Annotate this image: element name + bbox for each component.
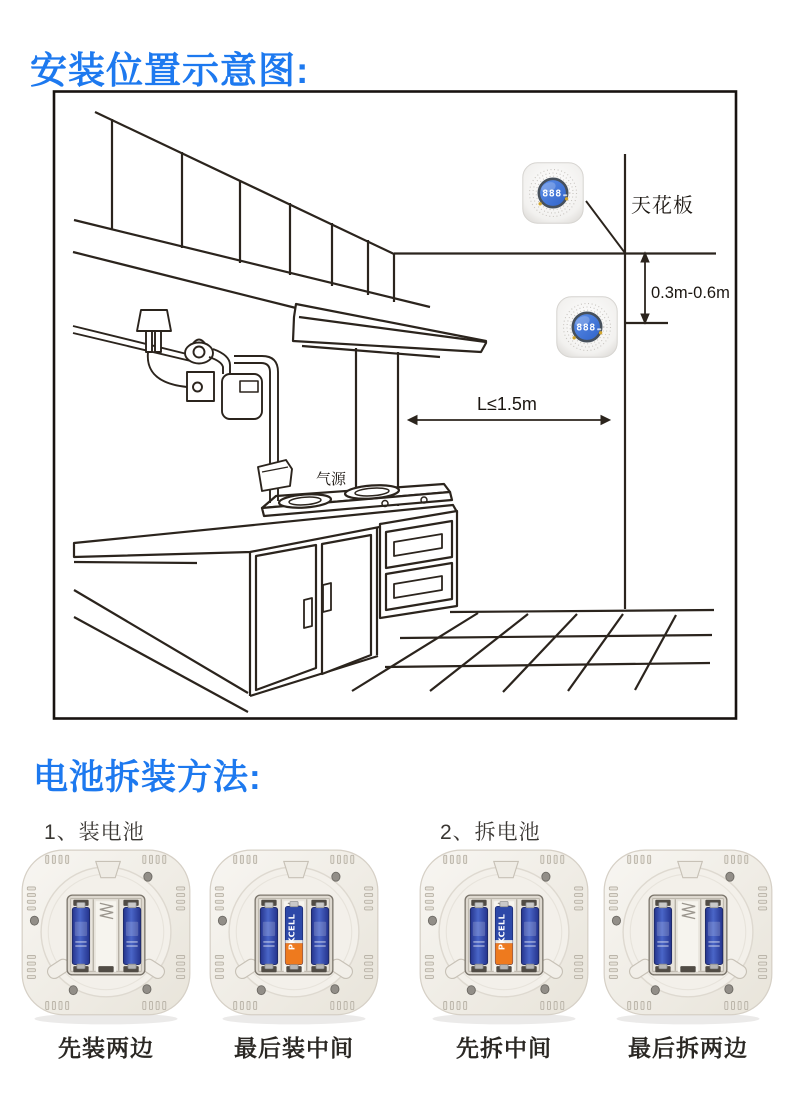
middle-battery — [285, 901, 302, 969]
gas-source-label: 气源 — [316, 471, 347, 488]
gas-detector-ceiling — [523, 163, 583, 223]
middle-battery — [495, 901, 512, 969]
wall-distance-label: 0.3m-0.6m — [651, 284, 730, 302]
step-label-remove: 2、拆电池 — [440, 821, 541, 844]
ceiling-label: 天花板 — [631, 195, 694, 217]
caption-install-sides: 先装两边 — [58, 1035, 154, 1061]
page-title: 安装位置示意图: — [30, 50, 310, 91]
battery-photo-remove-middle — [412, 846, 596, 1026]
gas-piping — [73, 310, 292, 503]
caption-remove-sides: 最后拆两边 — [628, 1035, 748, 1061]
section-title-battery: 电池拆装方法: — [33, 758, 262, 797]
gas-detector-wall — [557, 297, 617, 357]
caption-remove-middle: 先拆中间 — [456, 1035, 552, 1061]
battery-photo-remove-sides — [596, 846, 780, 1026]
caption-install-middle: 最后装中间 — [234, 1035, 354, 1061]
battery-photo-install-sides — [14, 846, 198, 1026]
kitchen-cabinets — [74, 505, 457, 712]
installation-diagram — [52, 90, 738, 720]
battery-photo-install-middle — [202, 846, 386, 1026]
diagram-border — [54, 92, 736, 719]
range-hood — [293, 304, 486, 357]
step-label-install: 1、装电池 — [44, 821, 145, 844]
horizontal-distance-label: L≤1.5m — [477, 394, 537, 414]
detector-pointer-line — [586, 201, 625, 253]
